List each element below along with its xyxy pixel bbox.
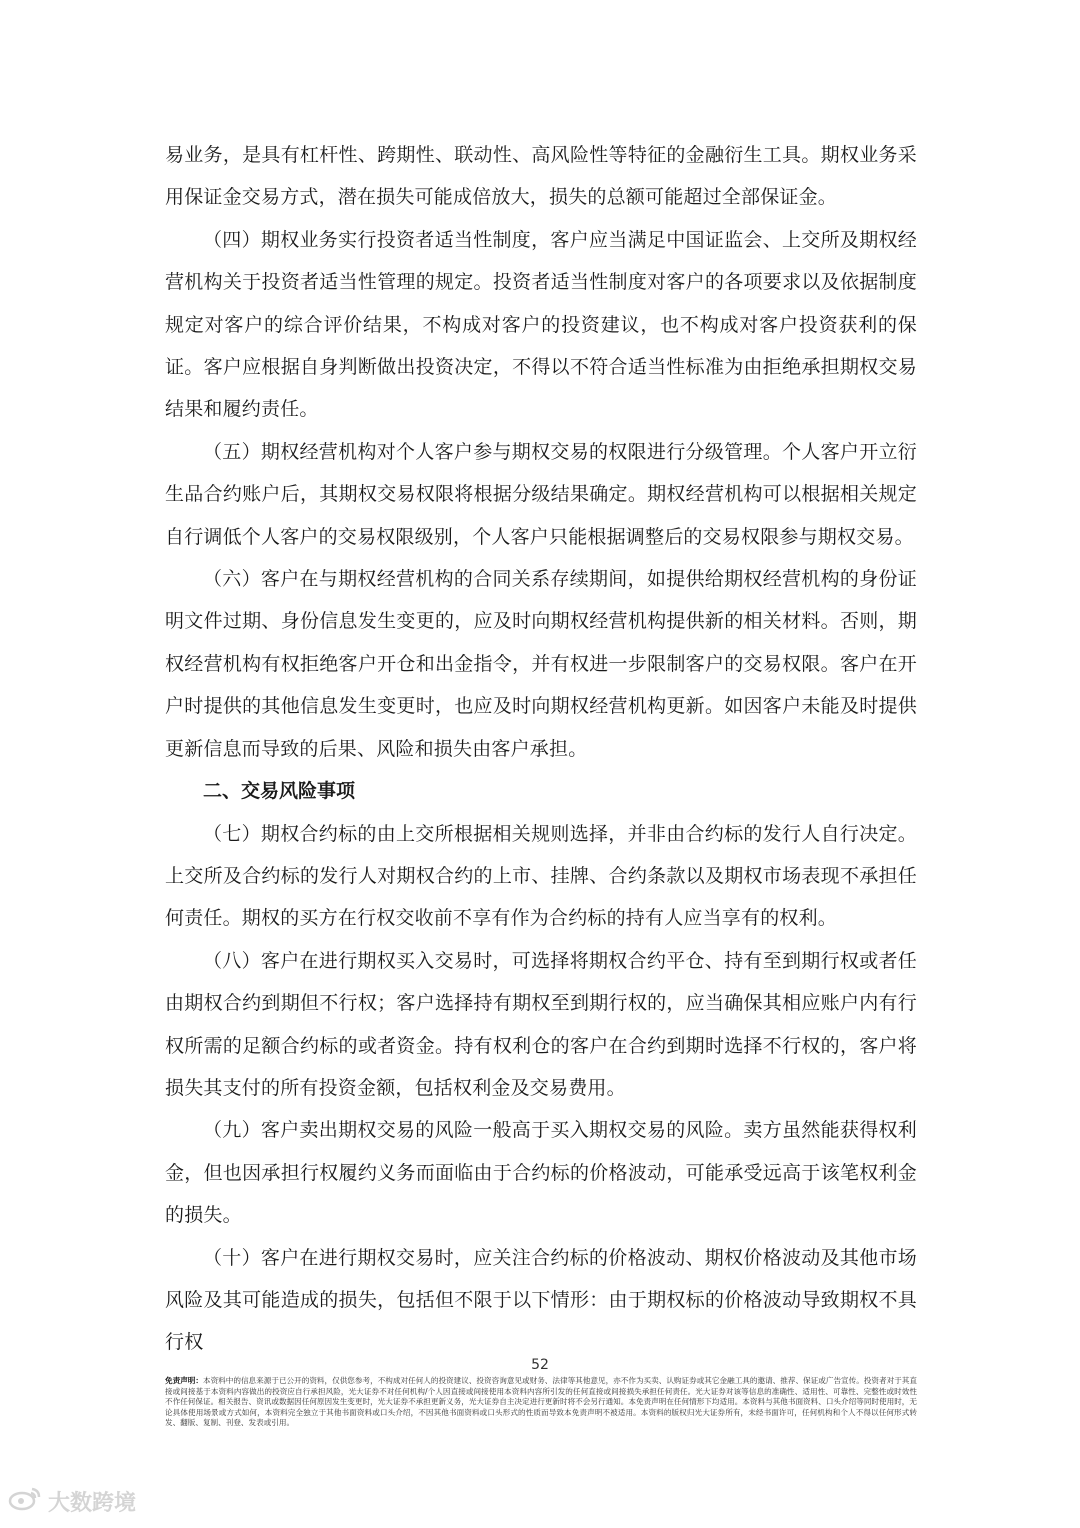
paragraph-4: （四）期权业务实行投资者适当性制度，客户应当满足中国证监会、上交所及期权经营机构关于投资者适当性管理的规定。投资者适当性制度对客户的各项要求以及依据制度规定对客户的综合评价结果，不构成对客户的投资建议，也不构成对客户投资获利的保证。客户应根据自身判断做出投资决定，不得以不符合适当性标准为由拒绝承担期权交易结果和履约责任。 xyxy=(165,228,917,421)
paragraph-9: （九）客户卖出期权交易的风险一般高于买入期权交易的风险。卖方虽然能获得权利金，但也因承担行权履约义务而面临由于合约标的价格波动，可能承受远高于该笔权利金的损失。 xyxy=(165,1119,917,1227)
watermark xyxy=(8,1486,136,1516)
disclaimer xyxy=(165,1376,917,1429)
weibo-logo-icon xyxy=(8,1485,42,1517)
paragraph-continuation: 易业务，是具有杠杆性、跨期性、联动性、高风险性等特征的金融衍生工具。期权业务采用保证金交易方式，潜在损失可能成倍放大，损失的总额可能超过全部保证金。 xyxy=(165,144,917,209)
page-number: 52 xyxy=(531,1357,549,1373)
section-heading: 二、交易风险事项 xyxy=(203,780,356,803)
paragraph-10: （十）客户在进行期权交易时，应关注合约标的价格波动、期权价格波动及其他市场风险及其可能造成的损失，包括但不限于以下情形：由于期权标的价格波动导致期权不具行权 xyxy=(165,1246,917,1354)
watermark-text: 大数跨境 xyxy=(48,1490,137,1516)
paragraph-8: （八）客户在进行期权买入交易时，可选择将期权合约平仓、持有至到期行权或者任由期权合约到期但不行权；客户选择持有期权至到期行权的，应当确保其相应账户内有行权所需的足额合约标的或者资金。持有权利仓的客户在合约到期时选择不行权的，客户将损失其支付的所有投资金额，包括权利金及交易费用。 xyxy=(165,949,917,1099)
paragraph-7: （七）期权合约标的由上交所根据相关规则选择，并非由合约标的发行人自行决定。上交所及合约标的发行人对期权合约的上市、挂牌、合约条款以及期权市场表现不承担任何责任。期权的买方在行权交收前不享有作为合约标的持有人应当享有的权利。 xyxy=(165,822,917,930)
disclaimer-label: 免责声明： xyxy=(165,1376,203,1385)
disclaimer-text: 本资料中的信息来源于已公开的资料，仅供您参考，不构成对任何人的投资建议、投资咨询意见或财务、法律等其他意见，亦不作为买卖、认购证券或其它金融工具的邀请、推荐、保证或广告宣传。投资者对于其直接或间接基于本资料内容做出的投资应自行承担风险，光大证券不对任何机构/个人因直接或间接使用本资料内容所引发的任何直接或间接损失承担任何责任。光大证券对该等信息的准确性、适用性、可靠性、完整性或时效性不作任何保证。相关报告、资讯或数据因任何原因发生变更时，光大证券不承担更新义务，光大证券自主决定进行更新时将不会另行通知。本免责声明在任何情形下均适用。本资料与其他书面资料、口头介绍等同时使用时，无论具体使用场景或方式如何，本资料完全独立于其他书面资料或口头介绍，不因其他书面资料或口头形式的性质而导致本免责声明不被适用。本资料的版权归光大证券所有，未经书面许可，任何机构和个人不得以任何形式转发、翻版、复制、刊登、发表或引用。 xyxy=(165,1376,917,1428)
paragraph-5: （五）期权经营机构对个人客户参与期权交易的权限进行分级管理。个人客户开立衍生品合约账户后，其期权交易权限将根据分级结果确定。期权经营机构可以根据相关规定自行调低个人客户的交易权限级别，个人客户只能根据调整后的交易权限参与期权交易。 xyxy=(165,440,917,548)
document-body xyxy=(165,134,917,1364)
paragraph-6: （六）客户在与期权经营机构的合同关系存续期间，如提供给期权经营机构的身份证明文件过期、身份信息发生变更的，应及时向期权经营机构提供新的相关材料。否则，期权经营机构有权拒绝客户开仓和出金指令，并有权进一步限制客户的交易权限。客户在开户时提供的其他信息发生变更时，也应及时向期权经营机构更新。如因客户未能及时提供更新信息而导致的后果、风险和损失由客户承担。 xyxy=(165,568,917,760)
